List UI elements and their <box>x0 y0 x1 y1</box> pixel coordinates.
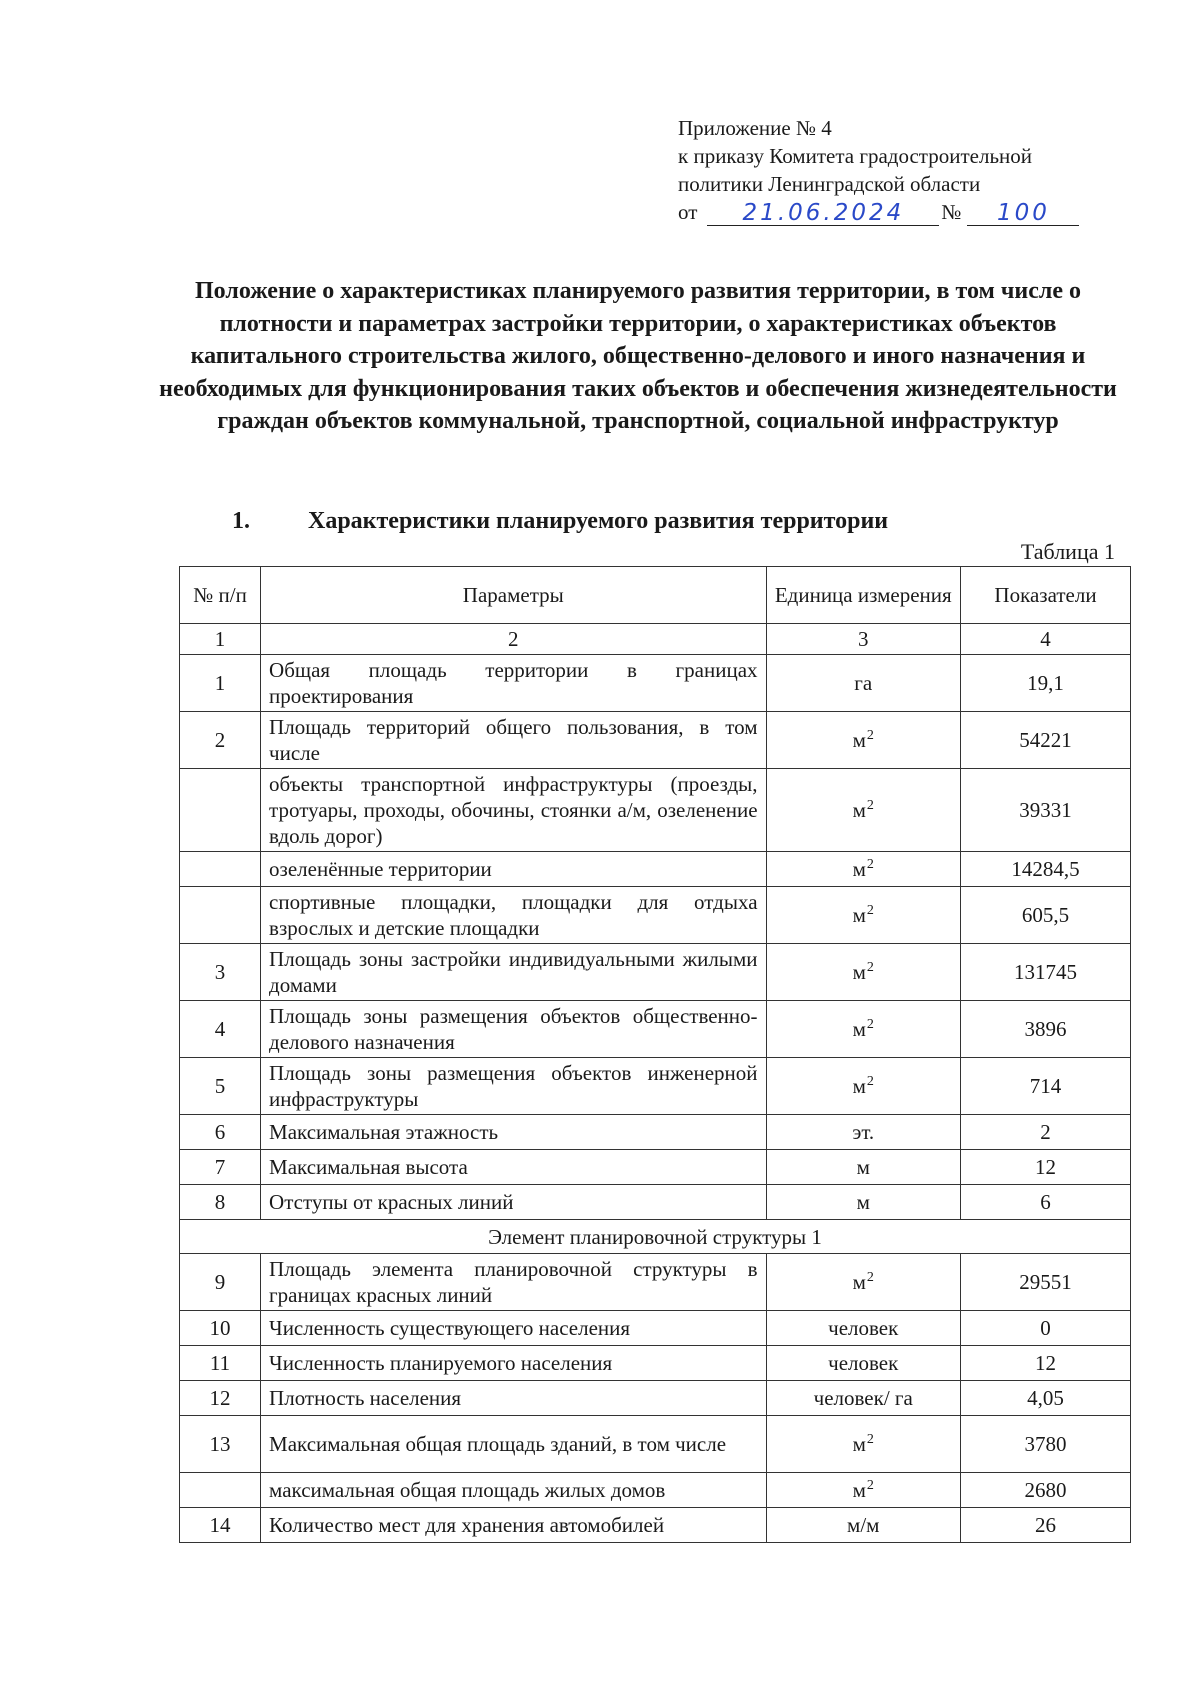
unit-superscript: 2 <box>866 903 874 918</box>
unit-text: м <box>856 1190 870 1214</box>
row-parameter: Максимальная высота <box>261 1150 766 1185</box>
row-value: 39331 <box>960 769 1130 852</box>
table-row <box>180 1185 1131 1220</box>
table-row <box>180 712 1131 769</box>
unit-text: м <box>852 1432 866 1456</box>
row-parameter: Максимальная общая площадь зданий, в том числе <box>261 1416 766 1473</box>
header-num: № п/п <box>180 567 261 624</box>
row-value: 26 <box>960 1508 1130 1543</box>
row-value: 54221 <box>960 712 1130 769</box>
unit-superscript: 2 <box>866 857 874 872</box>
row-unit <box>766 1473 960 1508</box>
row-parameter: Численность планируемого населения <box>261 1346 766 1381</box>
table-header-row <box>180 567 1131 624</box>
row-unit <box>766 1001 960 1058</box>
parameters-table <box>179 566 1131 1543</box>
row-unit <box>766 852 960 887</box>
row-parameter: максимальная общая площадь жилых домов <box>261 1473 766 1508</box>
group-label: Элемент планировочной структуры 1 <box>180 1220 1131 1254</box>
row-unit <box>766 1381 960 1416</box>
row-parameter: Численность существующего населения <box>261 1311 766 1346</box>
row-number: 10 <box>180 1311 261 1346</box>
unit-text: м <box>852 903 866 927</box>
row-value: 3780 <box>960 1416 1130 1473</box>
row-number: 13 <box>180 1416 261 1473</box>
unit-text: га <box>854 671 873 695</box>
row-parameter: Общая площадь территории в границах проектирования <box>261 655 766 712</box>
row-parameter: озеленённые территории <box>261 852 766 887</box>
row-number <box>180 852 261 887</box>
row-value: 4,05 <box>960 1381 1130 1416</box>
row-value: 12 <box>960 1346 1130 1381</box>
header-value: Показатели <box>960 567 1130 624</box>
row-number: 2 <box>180 712 261 769</box>
row-parameter: Площадь зоны размещения объектов общественно-делового назначения <box>261 1001 766 1058</box>
table-row <box>180 852 1131 887</box>
index-cell: 3 <box>766 624 960 655</box>
unit-text: человек <box>828 1351 899 1375</box>
row-unit <box>766 1254 960 1311</box>
row-number: 1 <box>180 655 261 712</box>
row-value: 131745 <box>960 944 1130 1001</box>
date-prefix: от <box>678 200 698 224</box>
row-number <box>180 769 261 852</box>
unit-superscript: 2 <box>866 798 874 813</box>
row-number: 6 <box>180 1115 261 1150</box>
table-row <box>180 1508 1131 1543</box>
row-unit <box>766 1058 960 1115</box>
appendix-title: Приложение № 4 <box>678 116 832 140</box>
table-row <box>180 1381 1131 1416</box>
appendix-committee-line: политики Ленинградской области <box>678 172 981 196</box>
row-unit <box>766 712 960 769</box>
row-value: 605,5 <box>960 887 1130 944</box>
row-parameter: Площадь территорий общего пользования, в том числе <box>261 712 766 769</box>
row-number <box>180 887 261 944</box>
appendix-block <box>678 114 1079 226</box>
row-parameter: Максимальная этажность <box>261 1115 766 1150</box>
index-cell: 2 <box>261 624 766 655</box>
row-number: 12 <box>180 1381 261 1416</box>
section-heading <box>232 505 888 537</box>
handwritten-date: 21.06.2024 <box>707 201 939 226</box>
table-row <box>180 1058 1131 1115</box>
row-unit <box>766 1185 960 1220</box>
unit-text: м/м <box>847 1513 880 1537</box>
row-unit <box>766 944 960 1001</box>
index-cell: 4 <box>960 624 1130 655</box>
table-label: Таблица 1 <box>1020 539 1115 564</box>
handwritten-number: 100 <box>967 201 1079 226</box>
appendix-date-line <box>678 198 1079 226</box>
row-number: 3 <box>180 944 261 1001</box>
unit-superscript: 2 <box>866 1478 874 1493</box>
unit-superscript: 2 <box>866 1017 874 1032</box>
row-unit <box>766 1508 960 1543</box>
table-row <box>180 1001 1131 1058</box>
unit-text: м <box>852 960 866 984</box>
table-index-row <box>180 624 1131 655</box>
row-value: 2680 <box>960 1473 1130 1508</box>
header-param: Параметры <box>261 567 766 624</box>
unit-superscript: 2 <box>866 1270 874 1285</box>
row-value: 19,1 <box>960 655 1130 712</box>
unit-text: эт. <box>852 1120 875 1144</box>
section-number: 1. <box>232 508 250 534</box>
row-unit <box>766 1416 960 1473</box>
table-row <box>180 1416 1131 1473</box>
unit-superscript: 2 <box>866 1074 874 1089</box>
unit-text: м <box>852 1478 866 1502</box>
row-parameter: Площадь зоны застройки индивидуальными жилыми домами <box>261 944 766 1001</box>
table-row <box>180 1473 1131 1508</box>
table-row <box>180 1311 1131 1346</box>
unit-text: м <box>852 1017 866 1041</box>
number-prefix: № <box>941 200 962 224</box>
index-cell: 1 <box>180 624 261 655</box>
unit-text: м <box>852 1074 866 1098</box>
row-number: 9 <box>180 1254 261 1311</box>
appendix-order-line: к приказу Комитета градостроительной <box>678 144 1032 168</box>
unit-text: м <box>852 1270 866 1294</box>
unit-text: человек/ га <box>813 1386 913 1410</box>
unit-text: м <box>852 728 866 752</box>
row-number: 14 <box>180 1508 261 1543</box>
unit-superscript: 2 <box>866 1432 874 1447</box>
unit-superscript: 2 <box>866 728 874 743</box>
table-row <box>180 1115 1131 1150</box>
row-parameter: Количество мест для хранения автомобилей <box>261 1508 766 1543</box>
row-value: 714 <box>960 1058 1130 1115</box>
document-title: Положение о характеристиках планируемого развития территории, в том числе о плотности и параметрах застройки территории, о характеристиках объектов капитального строительства жилого, общественно-делового и иного назначения и необходимых для функционирования таких объектов и обеспечения жизнедеятельности граждан объектов коммунальной, транспортной, социальной инфраструктур <box>159 278 1117 434</box>
header-unit: Единица измерения <box>766 567 960 624</box>
row-parameter: Площадь элемента планировочной структуры в границах красных линий <box>261 1254 766 1311</box>
row-parameter: Площадь зоны размещения объектов инженерной инфраструктуры <box>261 1058 766 1115</box>
row-unit <box>766 887 960 944</box>
row-number: 5 <box>180 1058 261 1115</box>
table-row <box>180 769 1131 852</box>
unit-text: человек <box>828 1316 899 1340</box>
row-parameter: объекты транспортной инфраструктуры (проезды, тротуары, проходы, обочины, стоянки а/м, озеленение вдоль дорог) <box>261 769 766 852</box>
row-parameter: Плотность населения <box>261 1381 766 1416</box>
table-group-row <box>180 1220 1131 1254</box>
row-number: 11 <box>180 1346 261 1381</box>
row-unit <box>766 1150 960 1185</box>
unit-text: м <box>852 857 866 881</box>
row-value: 29551 <box>960 1254 1130 1311</box>
row-value: 12 <box>960 1150 1130 1185</box>
row-unit <box>766 1346 960 1381</box>
row-value: 3896 <box>960 1001 1130 1058</box>
table-row <box>180 1346 1131 1381</box>
table-row <box>180 655 1131 712</box>
unit-text: м <box>856 1155 870 1179</box>
row-parameter: спортивные площадки, площадки для отдыха взрослых и детские площадки <box>261 887 766 944</box>
table-row <box>180 944 1131 1001</box>
row-value: 0 <box>960 1311 1130 1346</box>
unit-text: м <box>852 798 866 822</box>
row-number <box>180 1473 261 1508</box>
table-row <box>180 887 1131 944</box>
row-unit <box>766 1311 960 1346</box>
table-row <box>180 1254 1131 1311</box>
row-number: 4 <box>180 1001 261 1058</box>
row-parameter: Отступы от красных линий <box>261 1185 766 1220</box>
row-value: 14284,5 <box>960 852 1130 887</box>
row-number: 8 <box>180 1185 261 1220</box>
row-number: 7 <box>180 1150 261 1185</box>
row-value: 6 <box>960 1185 1130 1220</box>
row-unit <box>766 655 960 712</box>
row-unit <box>766 1115 960 1150</box>
row-unit <box>766 769 960 852</box>
table-row <box>180 1150 1131 1185</box>
section-title: Характеристики планируемого развития территории <box>308 508 889 534</box>
unit-superscript: 2 <box>866 960 874 975</box>
row-value: 2 <box>960 1115 1130 1150</box>
